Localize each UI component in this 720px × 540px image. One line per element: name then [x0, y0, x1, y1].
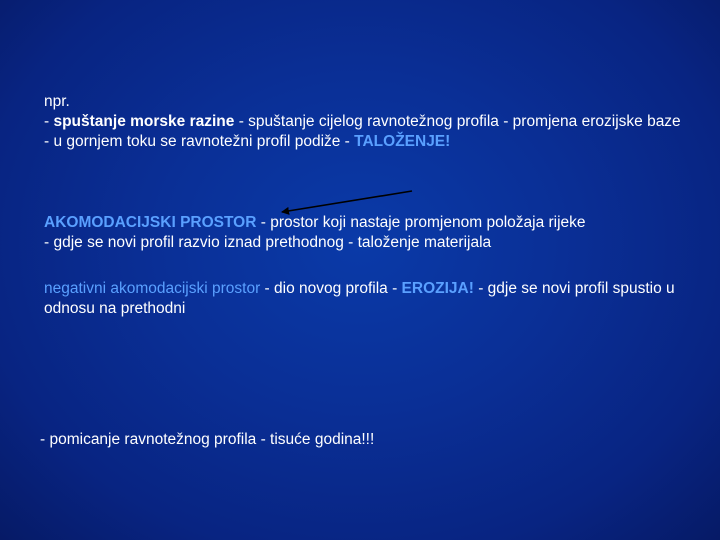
upper-course-text: - u gornjem toku se ravnotežni profil podiže - — [44, 133, 355, 150]
sea-level-fall-description: - spuštanje cijelog ravnotežnog profila - promjena erozijske baze — [234, 113, 681, 130]
paragraph-timescale — [40, 430, 680, 450]
upper-course-line — [44, 132, 684, 152]
example-label: npr. — [44, 93, 70, 110]
sea-level-fall-term: spuštanje morske razine — [53, 113, 235, 130]
negative-accommodation-term: negativni akomodacijski prostor — [44, 280, 261, 297]
deposition-highlight: TALOŽENJE! — [354, 133, 451, 150]
negative-accommodation-rest: - gdje se novi profil spustio u odnosu na prethodni — [44, 280, 675, 317]
paragraph-negative-accommodation — [44, 279, 684, 319]
negative-accommodation-mid: - dio novog profila - — [260, 280, 402, 297]
accommodation-space-term: AKOMODACIJSKI PROSTOR — [44, 214, 257, 231]
accommodation-detail-line: - gdje se novi profil razvio iznad prethodnog - taloženje materijala — [44, 234, 492, 251]
timescale-text: - pomicanje ravnotežnog profila - tisuće godina!!! — [40, 431, 375, 448]
paragraph-example — [44, 92, 684, 152]
erosion-highlight: EROZIJA! — [401, 280, 474, 297]
dash-prefix: - — [44, 113, 54, 130]
sea-level-fall-line — [44, 112, 684, 132]
paragraph-accommodation-space — [44, 213, 704, 253]
accommodation-space-definition: - prostor koji nastaje promjenom položaja rijeke — [256, 214, 586, 231]
accommodation-definition-line — [44, 213, 704, 233]
